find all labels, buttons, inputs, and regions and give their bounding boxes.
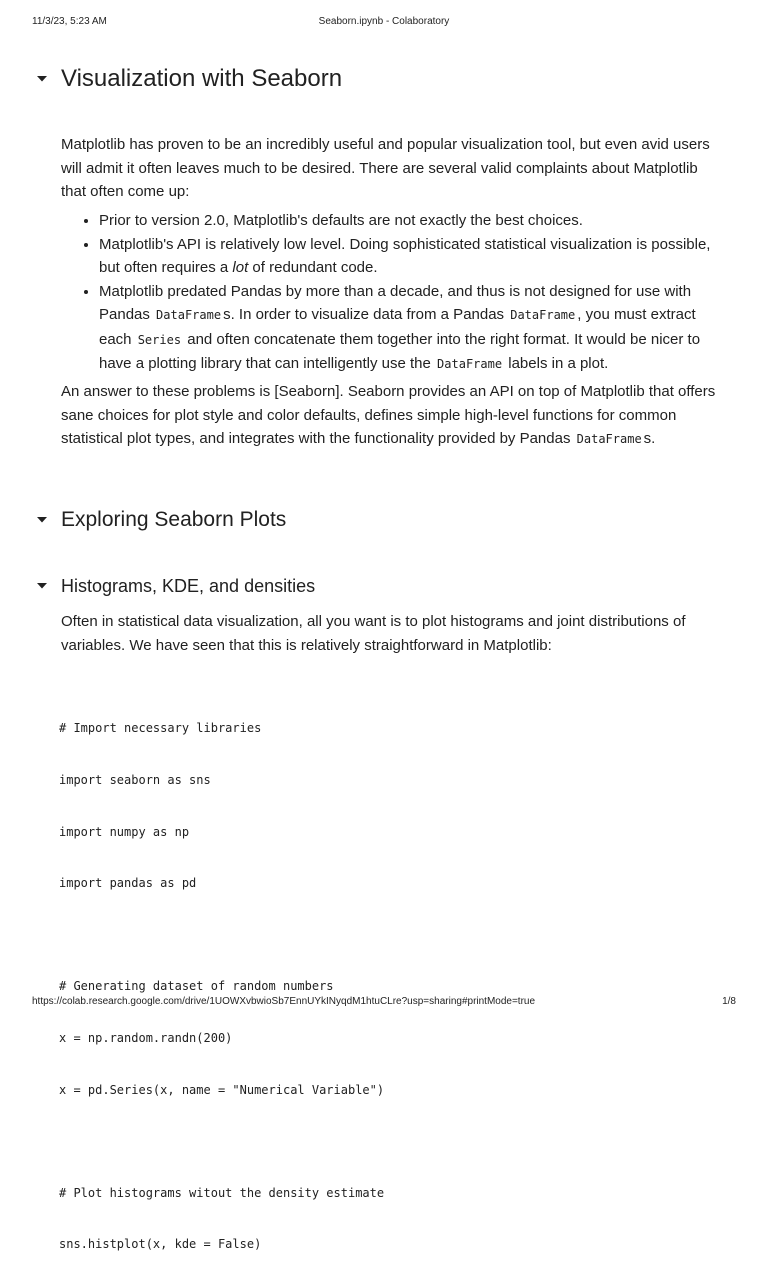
bullet-text: s. In order to visualize data from a Pandas xyxy=(223,306,509,323)
page-number: 1/8 xyxy=(722,996,736,1007)
section-title: Visualization with Seaborn xyxy=(61,65,343,92)
inline-code: DataFrame xyxy=(510,308,576,322)
inline-code: DataFrame xyxy=(156,308,222,322)
bullet-text: labels in a plot. xyxy=(504,355,609,372)
inline-code: Series xyxy=(137,332,182,347)
code-line: import seaborn as sns xyxy=(59,773,211,787)
code-line: import pandas as pd xyxy=(59,876,197,891)
section-title: Exploring Seaborn Plots xyxy=(61,508,287,531)
print-title: Seaborn.ipynb - Colaboratory xyxy=(318,16,450,27)
print-url: https://colab.research.google.com/drive/1UOWXvbwioSb7EnnUYkINyqdM1htuCLre?usp=sharing#printMode=true xyxy=(32,996,536,1007)
emphasis-text: lot xyxy=(232,259,249,276)
bullet-text: Matplotlib's API is relatively low level. Doing sophisticated statistical visualization is possible, but often requires a xyxy=(99,235,711,276)
code-line: # Generating dataset of random numbers xyxy=(59,979,334,994)
collapse-section-button[interactable] xyxy=(36,582,61,590)
intro-paragraph xyxy=(61,133,723,204)
code-line: # Import necessary libraries xyxy=(59,721,262,736)
caret-down-icon xyxy=(36,516,48,524)
caret-down-icon xyxy=(36,582,48,590)
section-title: Histograms, KDE, and densities xyxy=(61,575,316,596)
print-footer xyxy=(32,996,736,1010)
print-datetime: 11/3/23, 5:23 AM xyxy=(32,16,107,27)
print-header xyxy=(32,16,736,30)
answer-text-b: s. xyxy=(643,430,656,447)
section-heading-exploring xyxy=(36,506,286,534)
inline-code: DataFrame xyxy=(576,432,642,446)
histogram-intro-paragraph xyxy=(61,610,723,657)
list-item xyxy=(99,233,723,280)
collapse-section-button[interactable] xyxy=(36,516,61,524)
collapse-section-button[interactable] xyxy=(36,75,61,83)
code-line xyxy=(59,1133,384,1150)
list-item xyxy=(99,280,723,377)
bullet-text: Matplotlib predated Pandas by more than a decade, and thus is not designed for use with Pandas xyxy=(99,282,692,323)
answer-text xyxy=(61,380,723,452)
section-heading-visualization xyxy=(36,64,342,94)
complaints-list xyxy=(61,209,723,377)
bullet-text: and often concatenate them together into the right format. It would be nicer to have a plotting library that can intelligently use the xyxy=(99,330,701,372)
code-line xyxy=(59,927,384,944)
code-line: import numpy as np xyxy=(59,824,190,839)
bullet-text: of redundant code. xyxy=(248,259,378,276)
bullet-text: , you must extract each xyxy=(99,306,696,348)
code-line: # Plot histograms witout the density estimate xyxy=(59,1185,385,1200)
code-line: sns.histplot(x, kde = False) xyxy=(59,1237,262,1252)
bullet-text: Prior to version 2.0, Matplotlib's defaults are not exactly the best choices. xyxy=(99,212,583,229)
histogram-intro-text: Often in statistical data visualization, all you want is to plot histograms and joint distributions of variables. We have seen that this is relatively straightforward in Matplotlib: xyxy=(61,613,686,654)
list-item xyxy=(99,209,723,233)
inline-code: DataFrame xyxy=(437,357,503,371)
answer-paragraph xyxy=(61,380,723,452)
caret-down-icon xyxy=(36,75,48,83)
code-cell[interactable] xyxy=(59,686,384,1271)
code-line: x = pd.Series(x, name = "Numerical Variable") xyxy=(59,1082,385,1097)
code-line: x = np.random.randn(200) xyxy=(59,1030,233,1045)
section-heading-histograms xyxy=(36,574,315,598)
intro-text: Matplotlib has proven to be an incredibly useful and popular visualization tool, but even avid users will admit it often leaves much to be desired. There are several valid complaints about Matplotlib that often come up: xyxy=(61,136,710,200)
answer-text-a: An answer to these problems is [Seaborn]. Seaborn provides an API on top of Matplotlib that offers sane choices for plot style and color defaults, defines simple high-level functions for common statistical plot types, and integrates with the functionality provided by Pandas xyxy=(61,383,716,447)
